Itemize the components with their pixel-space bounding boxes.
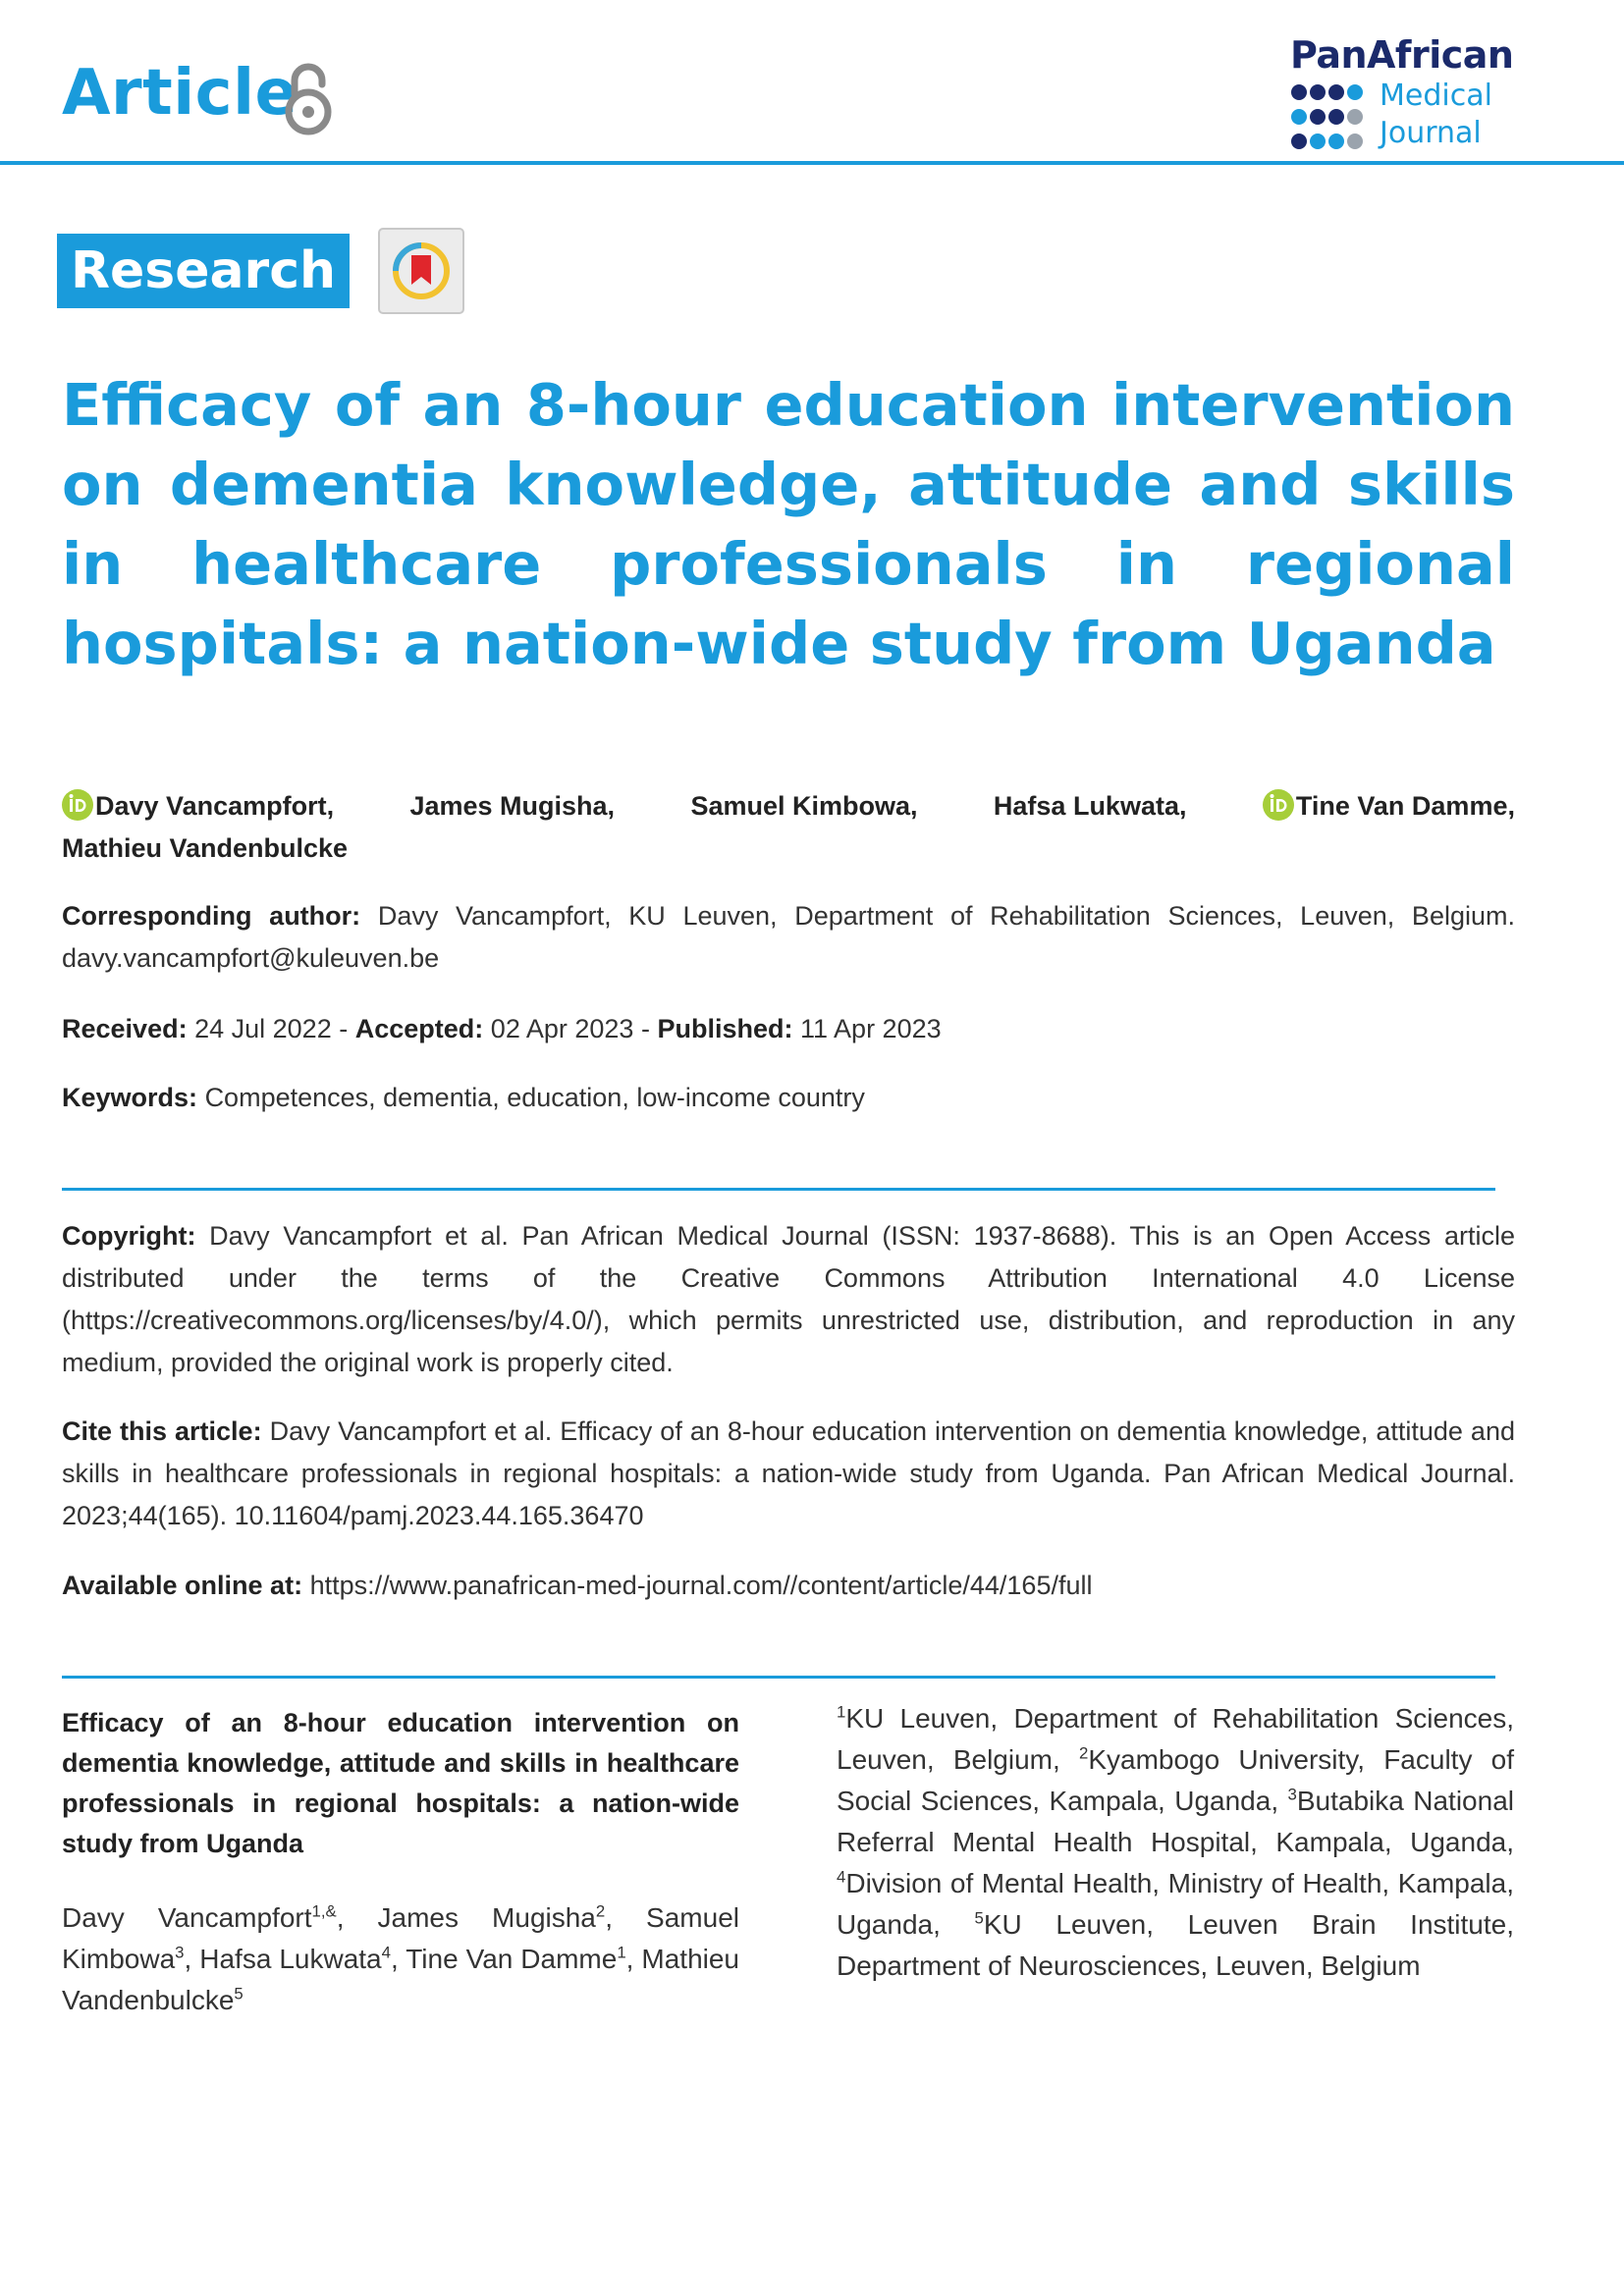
keywords — [62, 1077, 1515, 1119]
journal-logo-dots-icon — [1290, 82, 1369, 153]
orcid-icon[interactable] — [1263, 789, 1294, 821]
accepted-label: Accepted: — [354, 1014, 484, 1043]
author-entry — [62, 785, 334, 828]
citation-label: Cite this article: — [62, 1416, 262, 1446]
citation-text: Davy Vancampfort et al. Efficacy of an 8-hour education intervention on dementia knowledge, attitude and skills in healthcare professionals in regional hospitals: a nation-wide study from Uganda. Pan African Medical Journal. 2023;44(165). 10.11604/pamj.2023.44.165.36470 — [62, 1416, 1515, 1530]
citation — [62, 1411, 1515, 1537]
author-name[interactable]: James Mugisha, — [409, 791, 616, 821]
author-name[interactable]: Tine Van Damme, — [1295, 791, 1515, 821]
author-entry — [62, 1902, 378, 1933]
check-for-updates-icon[interactable] — [378, 228, 464, 314]
front-matter-left-column — [62, 1703, 739, 2021]
affiliation-text: KU Leuven, Department of Rehabilitation Sciences, Leuven, Belgium, — [837, 1703, 1514, 1775]
published-label: Published: — [657, 1014, 793, 1043]
column-article-title: Efficacy of an 8-hour education intervention on dementia knowledge, attitude and skills in healthcare professionals in regional hospitals: a nation-wide study from Uganda — [62, 1708, 739, 1858]
author-separator: , — [336, 1902, 378, 1933]
author-name[interactable]: Samuel Kimbowa, — [690, 791, 918, 821]
accepted-date: 02 Apr 2023 — [490, 1014, 634, 1043]
author-name: Mathieu Vandenbulcke — [62, 1944, 740, 2015]
affiliation-marker: 4 — [837, 1867, 846, 1887]
affiliation-marker: 1,& — [311, 1901, 337, 1921]
affiliation-marker: 2 — [595, 1901, 606, 1921]
author-name[interactable]: Mathieu Vandenbulcke — [62, 833, 349, 863]
affiliations — [837, 1698, 1514, 1987]
published-date: 11 Apr 2023 — [800, 1014, 942, 1043]
author-entry — [378, 1902, 647, 1933]
author-entry — [406, 1944, 641, 1974]
journal-logo-medical: Medical — [1380, 79, 1492, 113]
section-divider — [62, 1676, 1495, 1679]
affiliation-text: KU Leuven, Leuven Brain Institute, Department of Neurosciences, Leuven, Belgium — [837, 1909, 1514, 1981]
author-name: Samuel Kimbowa — [62, 1902, 739, 1974]
affiliation-text: Kyambogo University, Faculty of Social Sciences, Kampala, Uganda, — [837, 1744, 1514, 1816]
keywords-label: Keywords: — [62, 1083, 198, 1112]
author-separator: , — [625, 1944, 642, 1974]
available-online-label: Available online at: — [62, 1571, 303, 1600]
author-separator: , — [605, 1902, 647, 1933]
received-date: 24 Jul 2022 — [194, 1014, 332, 1043]
copyright-notice — [62, 1215, 1515, 1384]
available-online — [62, 1565, 1515, 1607]
open-access-lock-icon — [283, 61, 334, 135]
affiliation-text: Butabika National Referral Mental Health Hospital, Kampala, Uganda, — [837, 1786, 1514, 1857]
author-list — [62, 785, 1515, 870]
received-label: Received: — [62, 1014, 188, 1043]
affiliation-marker: 5 — [234, 1984, 244, 2003]
copyright-text: Davy Vancampfort et al. Pan African Medical Journal (ISSN: 1937-8688). This is an Open Access article distributed under the terms of the Creative Commons Attribution International 4.0 License (https://creativecommons.org/licenses/by/4.0/), which permits unrestricted use, distribution, and reproduction in any medium, provided the original work is properly cited. — [62, 1221, 1515, 1377]
affiliation-marker: 5 — [974, 1908, 984, 1928]
orcid-icon[interactable] — [62, 789, 93, 821]
author-separator: , — [184, 1944, 200, 1974]
keywords-text: Competences, dementia, education, low-income country — [204, 1083, 865, 1112]
column-author-list — [62, 1897, 739, 2021]
header-divider — [0, 161, 1624, 165]
article-url-link[interactable]: https://www.panafrican-med-journal.com//content/article/44/165/full — [309, 1571, 1093, 1600]
author-name[interactable]: Davy Vancampfort, — [95, 791, 335, 821]
date-separator: - — [640, 1014, 650, 1043]
corresponding-author-label: Corresponding author: — [62, 901, 361, 931]
author-separator: , — [390, 1944, 406, 1974]
author-entry — [199, 1944, 406, 1974]
journal-logo — [1287, 33, 1572, 156]
affiliation-marker: 3 — [1287, 1785, 1297, 1804]
author-entry — [1263, 785, 1515, 828]
affiliation-text: Division of Mental Health, Ministry of Health, Kampala, Uganda, — [837, 1868, 1514, 1940]
author-name: James Mugisha — [377, 1902, 596, 1933]
affiliation-marker: 1 — [617, 1943, 626, 1962]
author-name: Tine Van Damme — [406, 1944, 618, 1974]
section-badge-label: Research — [70, 241, 337, 300]
section-badge — [57, 234, 350, 308]
article-dates — [62, 1008, 1515, 1050]
affiliation-marker: 3 — [175, 1943, 185, 1962]
article-title: Efficacy of an 8-hour education intervention on dementia knowledge, attitude and skills in healthcare professionals in regional hospitals: a nation-wide study from Uganda — [62, 371, 1515, 677]
article-type-label: Article — [62, 57, 298, 130]
affiliation-marker: 4 — [381, 1943, 391, 1962]
date-separator: - — [339, 1014, 349, 1043]
journal-logo-journal: Journal — [1380, 116, 1482, 150]
author-name: Davy Vancampfort — [62, 1902, 312, 1933]
affiliation-marker: 2 — [1078, 1743, 1089, 1763]
author-name[interactable]: Hafsa Lukwata, — [993, 791, 1187, 821]
affiliation-marker: 1 — [837, 1702, 846, 1722]
copyright-label: Copyright: — [62, 1221, 196, 1251]
author-name: Hafsa Lukwata — [199, 1944, 382, 1974]
section-divider — [62, 1188, 1495, 1191]
corresponding-author-text: Davy Vancampfort, KU Leuven, Department of Rehabilitation Sciences, Leuven, Belgium. davy.vancampfort@kuleuven.be — [62, 901, 1515, 973]
corresponding-author — [62, 895, 1515, 980]
journal-logo-name: PanAfrican — [1290, 33, 1514, 77]
